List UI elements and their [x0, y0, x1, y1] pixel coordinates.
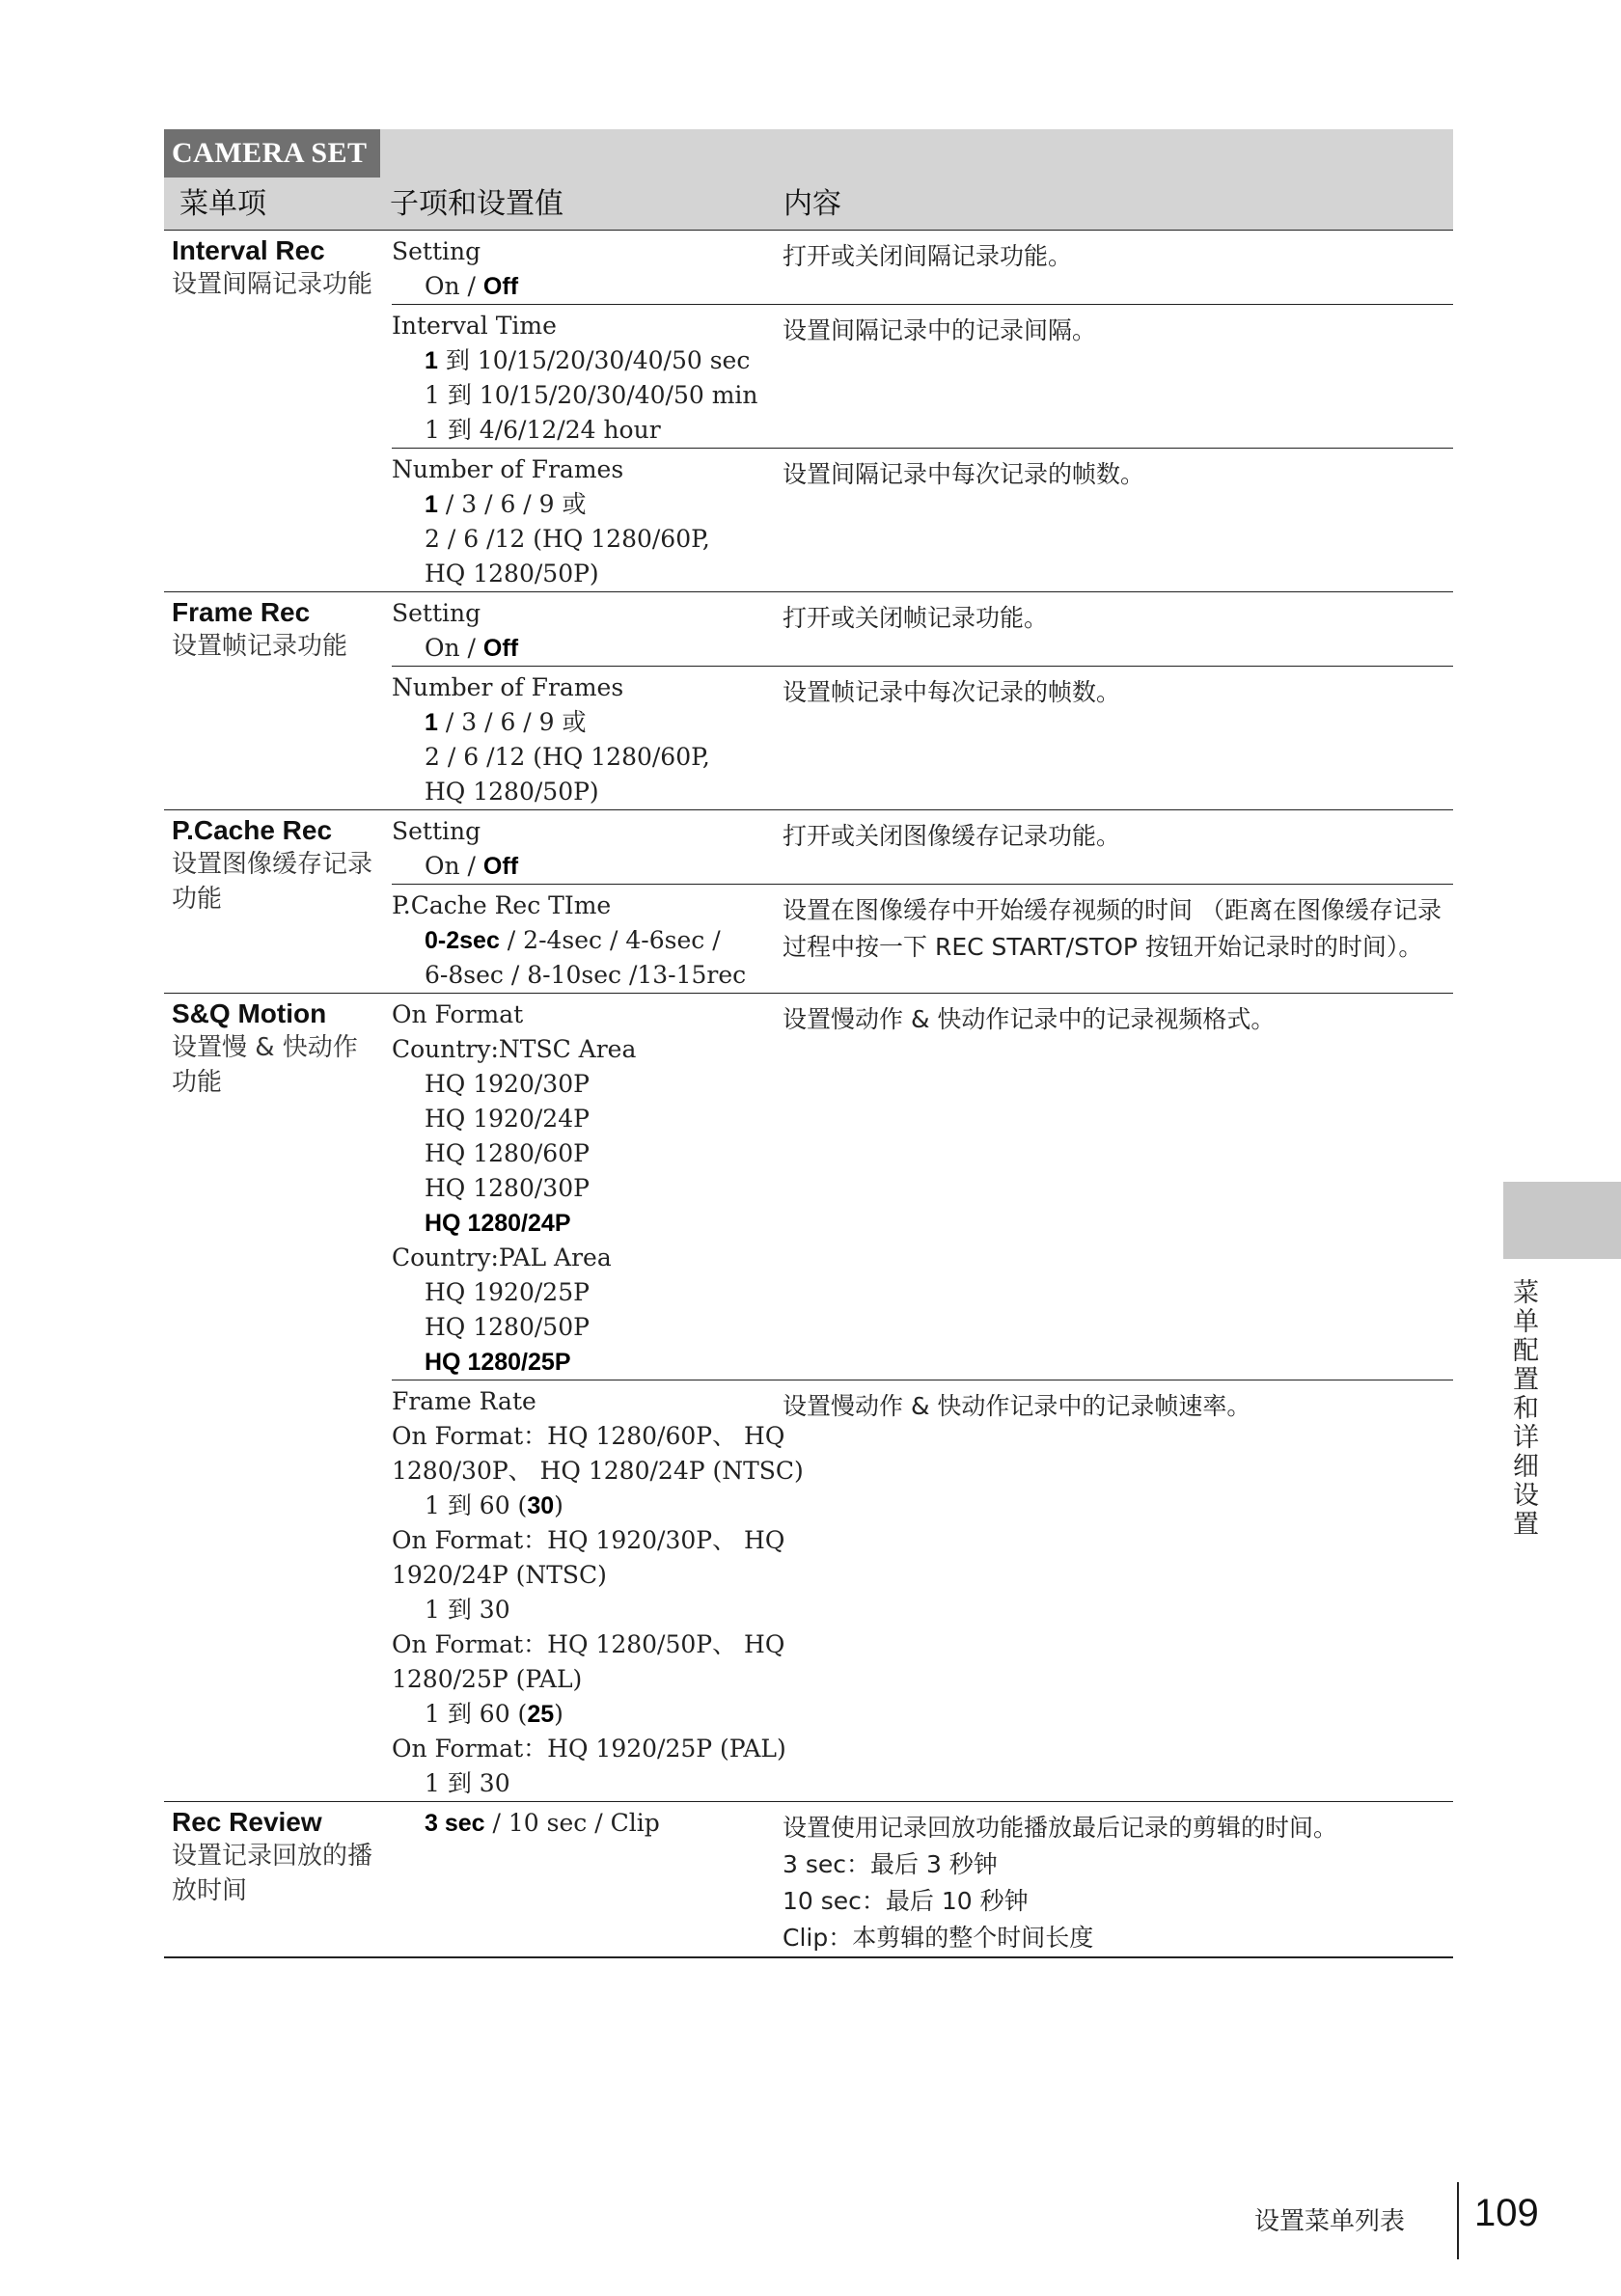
footer-label: 设置菜单列表 [1254, 2207, 1406, 2236]
description-text: 设置间隔记录中的记录间隔。 [783, 316, 1097, 344]
setting-line [392, 1032, 783, 1067]
sub-item-cell [392, 1802, 783, 1958]
description-cell [783, 1802, 1453, 1958]
description-text: 10 sec：最后 10 秒钟 [783, 1887, 1029, 1915]
page-number: 109 [1474, 2192, 1539, 2234]
setting-text: / 10 sec / Clip [484, 1809, 660, 1837]
sub-item-cell [392, 667, 783, 810]
setting-text: HQ 1920/30P [425, 1070, 590, 1098]
default-value: Off [482, 273, 519, 300]
footer-divider [1457, 2182, 1459, 2259]
description-text: 设置慢动作 & 快动作记录中的记录帧速率。 [783, 1392, 1251, 1420]
setting-line [392, 923, 783, 958]
setting-line [392, 378, 783, 413]
setting-line [392, 269, 783, 304]
setting-line [392, 413, 783, 448]
table-row [164, 592, 1453, 667]
setting-line [392, 849, 783, 884]
setting-line [392, 631, 783, 666]
setting-line [392, 234, 783, 269]
setting-line [392, 1732, 786, 1766]
setting-line [392, 1384, 783, 1419]
setting-text: ) [554, 1700, 563, 1728]
sub-item-cell [392, 231, 783, 305]
setting-text: HQ 1920/25P [425, 1278, 590, 1306]
setting-line [392, 888, 783, 923]
menu-item-name: Interval Rec [172, 235, 325, 265]
setting-line [392, 1310, 783, 1345]
setting-line [392, 596, 783, 631]
setting-text: Country:PAL Area [392, 1244, 612, 1271]
setting-line [392, 1454, 804, 1489]
setting-text: HQ 1920/24P [425, 1105, 590, 1133]
menu-item-name: Frame Rec [172, 597, 311, 627]
setting-text: 1280/30P、 HQ 1280/24P (NTSC) [392, 1457, 804, 1485]
chapter-title: 菜单配置和详细设置 [1508, 1278, 1538, 1539]
setting-line [392, 1489, 783, 1523]
setting-line [392, 1102, 783, 1136]
setting-line [392, 1419, 783, 1454]
sub-item-cell [392, 994, 783, 1380]
default-value: 3 sec [425, 1810, 485, 1837]
description-text: 设置帧记录中每次记录的帧数。 [783, 678, 1121, 706]
setting-text: On Format：HQ 1920/30P、 HQ [392, 1526, 785, 1554]
default-value: 30 [527, 1492, 555, 1519]
description-text: 3 sec：最后 3 秒钟 [783, 1850, 998, 1878]
sub-item-cell [392, 449, 783, 592]
description-text: 设置在图像缓存中开始缓存视频的时间 （距离在图像缓存记录过程中按一下 REC START/STOP 按钮开始记录时的时间）。 [783, 896, 1442, 961]
setting-line [392, 522, 783, 557]
description-text: Clip：本剪辑的整个时间长度 [783, 1924, 1094, 1952]
description-cell [783, 667, 1453, 810]
setting-text: P.Cache Rec TIme [392, 891, 612, 919]
setting-text: Country:NTSC Area [392, 1035, 637, 1063]
setting-line [392, 1593, 783, 1627]
setting-text: 6-8sec / 8-10sec /13-15rec [425, 961, 747, 989]
setting-text: HQ 1280/50P) [425, 778, 599, 806]
setting-line [392, 1662, 783, 1697]
setting-text: 1 到 60 ( [425, 1700, 528, 1728]
column-header-description: 内容 [783, 187, 841, 221]
menu-item-cell [164, 231, 392, 592]
setting-text: 1 到 4/6/12/24 hour [425, 416, 661, 444]
setting-line [392, 705, 783, 740]
setting-line [392, 998, 783, 1032]
setting-line [392, 740, 783, 775]
setting-line [392, 1627, 783, 1662]
setting-text: Number of Frames [392, 455, 624, 483]
setting-text: / 2-4sec / 4-6sec / [499, 926, 721, 954]
description-text: 打开或关闭间隔记录功能。 [783, 242, 1073, 270]
description-cell [783, 305, 1453, 449]
menu-item-name: S&Q Motion [172, 998, 327, 1028]
setting-line [392, 1206, 783, 1241]
setting-text: / 3 / 6 / 9 或 [437, 708, 587, 736]
setting-text: On / [425, 852, 483, 880]
setting-text: HQ 1280/50P [425, 1313, 590, 1341]
setting-line [392, 775, 783, 809]
setting-line [392, 487, 783, 522]
table-row [164, 1802, 1453, 1958]
default-value: HQ 1280/24P [425, 1210, 571, 1237]
setting-line [392, 670, 783, 705]
description-text: 打开或关闭图像缓存记录功能。 [783, 822, 1121, 850]
setting-text: On Format：HQ 1280/50P、 HQ [392, 1630, 785, 1658]
setting-line [392, 1275, 783, 1310]
setting-line [392, 958, 783, 993]
setting-text: / 3 / 6 / 9 或 [437, 490, 587, 518]
setting-line [392, 1697, 783, 1732]
setting-line [392, 309, 783, 343]
setting-text: 1 到 60 ( [425, 1491, 528, 1519]
menu-item-name: P.Cache Rec [172, 815, 333, 845]
setting-text: ) [554, 1491, 563, 1519]
setting-text: On / [425, 634, 483, 662]
sub-item-cell [392, 810, 783, 885]
setting-text: Setting [392, 817, 481, 845]
column-header-sub-item: 子项和设置值 [390, 187, 563, 221]
sub-item-cell [392, 305, 783, 449]
setting-text: 1 到 30 [425, 1596, 510, 1624]
setting-text: 1 到 10/15/20/30/40/50 min [425, 381, 758, 409]
default-value: 25 [527, 1701, 555, 1728]
setting-text: 1 到 30 [425, 1769, 510, 1797]
menu-item-description: 设置帧记录功能 [172, 632, 348, 661]
chapter-tab [1503, 1182, 1621, 1259]
setting-line [392, 452, 783, 487]
setting-text: 1920/24P (NTSC) [392, 1561, 607, 1589]
setting-text: 到 10/15/20/30/40/50 sec [437, 346, 751, 374]
setting-text: Setting [392, 237, 481, 265]
setting-text: 2 / 6 /12 (HQ 1280/60P, [425, 743, 710, 771]
section-title: CAMERA SET [164, 129, 380, 178]
description-text: 打开或关闭帧记录功能。 [783, 604, 1049, 632]
menu-item-description: 设置记录回放的播放时间 [172, 1842, 373, 1905]
menu-item-cell [164, 592, 392, 810]
menu-item-cell [164, 994, 392, 1802]
sub-item-cell [392, 885, 783, 994]
column-header-menu-item: 菜单项 [179, 187, 266, 221]
default-value: 1 [425, 347, 438, 374]
default-value: 1 [425, 491, 438, 518]
default-value: 0-2sec [425, 927, 500, 954]
setting-line [392, 557, 783, 591]
sub-item-cell [392, 1380, 804, 1802]
setting-text: HQ 1280/30P [425, 1174, 590, 1202]
setting-line [392, 343, 783, 378]
menu-item-description: 设置间隔记录功能 [172, 270, 373, 299]
setting-line [392, 1067, 783, 1102]
setting-text: Setting [392, 599, 481, 627]
description-cell [783, 885, 1453, 994]
setting-line [392, 1345, 783, 1380]
menu-item-cell [164, 810, 392, 994]
setting-text: On Format：HQ 1280/60P、 HQ [392, 1422, 785, 1450]
setting-line [392, 1766, 783, 1801]
menu-item-description: 设置图像缓存记录功能 [172, 850, 373, 914]
description-cell [783, 810, 1453, 885]
sub-item-cell [392, 592, 783, 667]
description-text: 设置慢动作 & 快动作记录中的记录视频格式。 [783, 1005, 1276, 1033]
setting-line [392, 1136, 783, 1171]
setting-line [392, 1241, 783, 1275]
default-value: Off [482, 853, 519, 880]
menu-item-cell [164, 1802, 392, 1958]
setting-text: On Format：HQ 1920/25P (PAL) [392, 1735, 786, 1763]
default-value: 1 [425, 709, 438, 736]
setting-text: Frame Rate [392, 1387, 536, 1415]
menu-item-description: 设置慢 & 快动作功能 [172, 1033, 358, 1097]
settings-table [164, 230, 1453, 1958]
table-row [164, 994, 1453, 1380]
setting-line [392, 1171, 783, 1206]
description-cell [783, 231, 1453, 305]
setting-text: 1280/25P (PAL) [392, 1665, 583, 1693]
setting-text: HQ 1280/60P [425, 1139, 590, 1167]
setting-line [392, 814, 783, 849]
description-text: 设置使用记录回放功能播放最后记录的剪辑的时间。 [783, 1814, 1338, 1842]
setting-line [392, 1558, 783, 1593]
description-text: 设置间隔记录中每次记录的帧数。 [783, 460, 1145, 488]
default-value: Off [482, 635, 519, 662]
setting-line [392, 1523, 783, 1558]
setting-line [392, 1806, 783, 1841]
setting-text: HQ 1280/50P) [425, 560, 599, 588]
description-cell [783, 994, 1453, 1380]
setting-text: 2 / 6 /12 (HQ 1280/60P, [425, 525, 710, 553]
setting-text: Interval Time [392, 312, 557, 340]
table-row [164, 810, 1453, 885]
menu-item-name: Rec Review [172, 1807, 322, 1837]
description-cell [783, 449, 1453, 592]
setting-text: Number of Frames [392, 673, 624, 701]
setting-text: On / [425, 272, 483, 300]
setting-text: On Format [392, 1000, 524, 1028]
table-row [164, 231, 1453, 305]
description-cell [783, 1380, 1453, 1802]
default-value: HQ 1280/25P [425, 1349, 571, 1376]
description-cell [783, 592, 1453, 667]
